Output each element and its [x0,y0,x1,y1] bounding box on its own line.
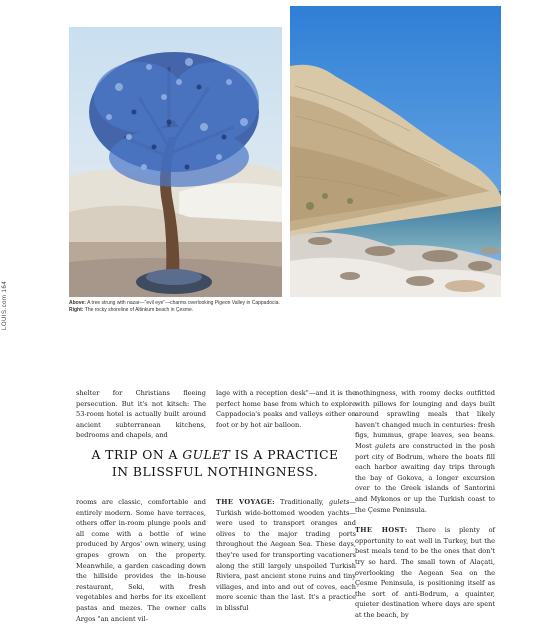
pull-quote-before: A TRIP ON A [91,448,183,462]
column-2-bottom-paragraph [216,497,356,614]
voyage-italic: gulets [328,498,350,506]
altinkum-beach-photo [290,6,501,297]
page-folio: LOUIS.com 164 [2,280,8,330]
voyage-text: — Turkish wide-bottomed wooden yachts— were used to transport oranges and olives to the major trading ports throughout the Aegean Sea. These days, they're used for transporting vacationers along the still largely unspoiled Turkish Riviera, past ancient stone ruins and tiny villages, and into and out of coves, each more scenic than the last. It's a practice in blissful [216,498,356,612]
column-2-bottom [216,497,356,614]
caption-right [69,307,309,314]
column-3-paragraph-1 [355,388,495,515]
caption-right-text: The rocky shoreline of Altinkum beach in Çesme. [84,307,194,313]
photo-captions [69,300,309,314]
column-3-italic: gulets [374,441,396,450]
caption-above [69,300,309,307]
caption-above-text: A tree strung with nazar—"evil eye"—charms overlooking Pigeon Valley in Cappadocia. [87,300,280,306]
pull-quote-italic: GULET [182,448,231,462]
voyage-lead-rest: Traditionally, [275,498,329,506]
column-3-paragraph-2 [355,525,495,620]
column-3-text-3: There is plenty of opportunity to eat well in Turkey, but the best meals tend to be the ones that don't try so hard. The small town of Alaçati, overlooking the Aegean Sea on the Çesme Peninsula, is positioning itself as the sort of anti-Bodrum, a quainter, quieter destination where days are spent at the beach, by [355,526,495,619]
column-3-text-2: are constructed in the posh port city of Bodrum, where the boats fill each harbor awaiting day trips through the bay of Gokova, a longer excursion over to the Greek islands of Santorini and Mykonos or up the Turkish coast to the Çesme Peninsula. [355,441,495,514]
host-lead: THE HOST: [355,526,408,535]
column-3 [355,388,495,620]
pull-quote-after: IS A PRACTICE IN BLISSFUL NOTHINGNESS. [111,448,339,479]
caption-above-label: Above: [69,300,86,306]
pull-quote [82,447,348,481]
column-1-top-text: shelter for Christians fleeing persecution. But it's not kitsch: The 53-room hotel is actually built around ancient subterranean kitchens, bedrooms and chapels, and [76,389,206,440]
altinkum-beach-image [290,6,501,297]
column-2-top-text: lage with a reception desk"—and it is the perfect home base from which to explore Cappadocia's peaks and valleys either on foot or by hot air balloon. [216,389,356,429]
voyage-lead: THE VOYAGE: [216,498,275,506]
caption-right-label: Right: [69,307,84,313]
evil-eye-tree-image [69,27,282,297]
column-3-text-1: nothingness, with roomy decks outfitted with pillows for lounging and days built around sprawling meals that likely haven't changed much in centuries: fresh figs, hummus, grape leaves, sea beans. Most [355,389,495,450]
column-2-top [216,388,356,430]
column-1-bottom-text: rooms are classic, comfortable and entirely modern. Some have terraces, others offer in-room plunge pools and all come with a bottle of wine produced by Argos' own winery, using grapes grown on the property. Meanwhile, a garden cascading down the hillside provides the in-house restaurant, Seki, with fresh vegetables and herbs for its excellent pastas and mezes. The owner calls Argos "an ancient vil- [76,498,206,623]
evil-eye-tree-photo [69,27,282,297]
column-1-bottom [76,497,206,624]
column-1-top [76,388,206,441]
